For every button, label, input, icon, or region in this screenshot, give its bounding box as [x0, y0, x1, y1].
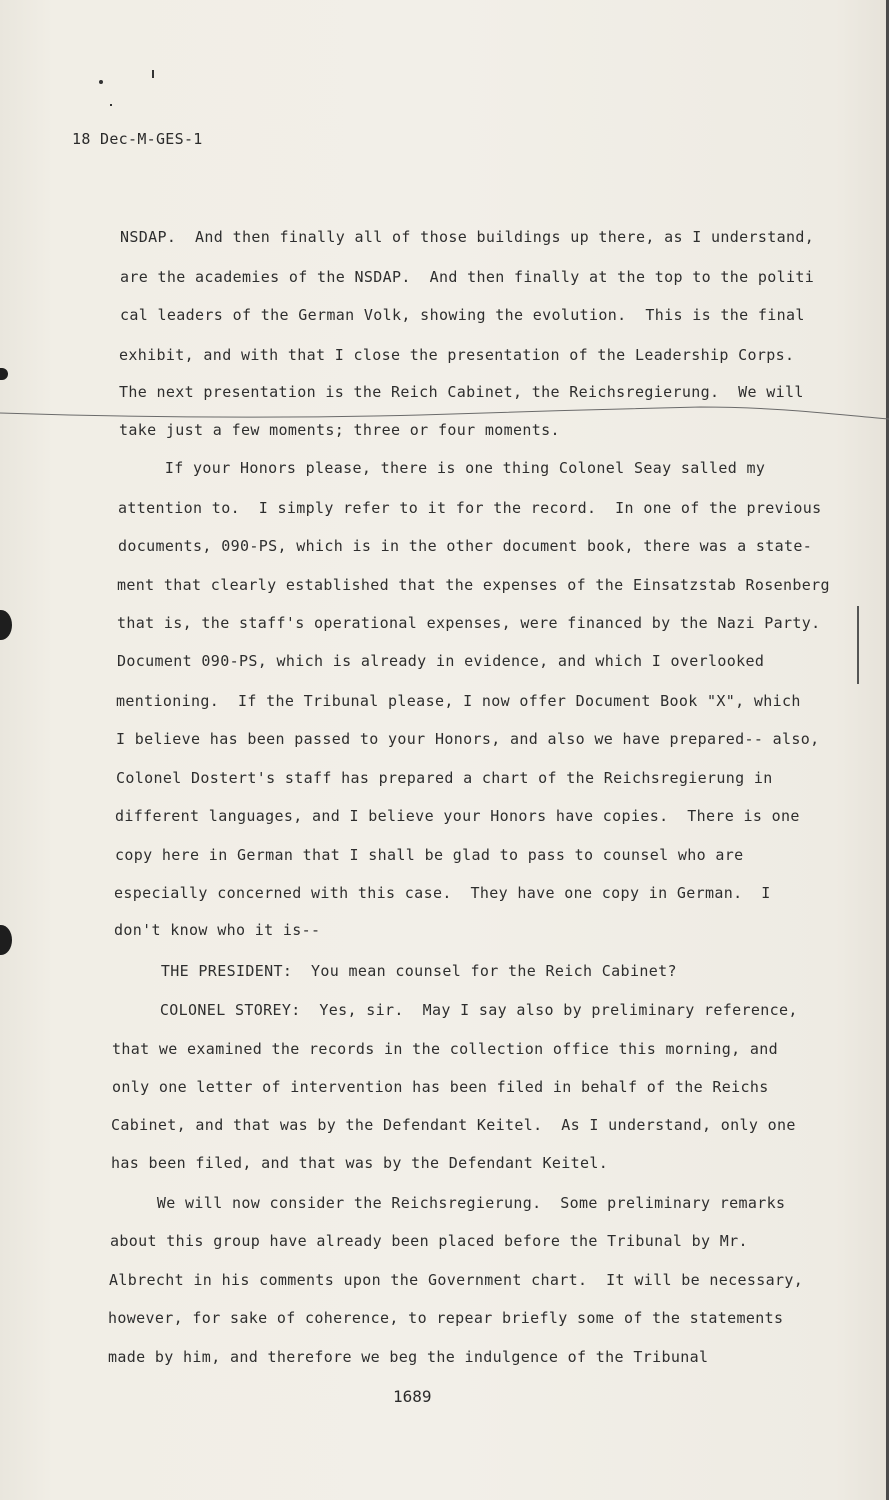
text-line: Albrecht in his comments upon the Government chart. It will be necessary,	[109, 1271, 804, 1289]
text-line: about this group have already been placed before the Tribunal by Mr.	[110, 1232, 748, 1250]
text-line: especially concerned with this case. They have one copy in German. I	[114, 884, 771, 902]
text-line: Colonel Dostert's staff has prepared a chart of the Reichsregierung in	[116, 769, 773, 787]
text-line: only one letter of intervention has been filed in behalf of the Reichs	[112, 1078, 769, 1096]
text-line: THE PRESIDENT: You mean counsel for the Reich Cabinet?	[114, 962, 677, 980]
text-line: that is, the staff's operational expenses, were financed by the Nazi Party.	[117, 614, 821, 632]
text-line: Cabinet, and that was by the Defendant Keitel. As I understand, only one	[111, 1116, 796, 1134]
binder-hole	[0, 925, 12, 955]
text-line: I believe has been passed to your Honors, and also we have prepared-- also,	[116, 730, 820, 748]
text-line: cal leaders of the German Volk, showing the evolution. This is the final	[120, 306, 805, 324]
text-line: COLONEL STOREY: Yes, sir. May I say also by preliminary reference,	[113, 1001, 798, 1019]
document-header-code: 18 Dec-M-GES-1	[72, 130, 203, 148]
text-line: Document 090-PS, which is already in evidence, and which I overlooked	[117, 652, 765, 670]
page-number: 1689	[393, 1387, 432, 1406]
ink-speck	[152, 70, 154, 78]
text-line: don't know who it is--	[114, 921, 321, 939]
text-line: The next presentation is the Reich Cabinet, the Reichsregierung. We will	[119, 383, 804, 401]
text-line: take just a few moments; three or four moments.	[119, 421, 560, 439]
text-line: different languages, and I believe your Honors have copies. There is one	[115, 807, 800, 825]
text-line: ment that clearly established that the expenses of the Einsatzstab Rosenberg	[117, 576, 830, 594]
text-line: however, for sake of coherence, to repear briefly some of the statements	[108, 1309, 784, 1327]
text-line: has been filed, and that was by the Defendant Keitel.	[111, 1154, 609, 1172]
binder-mark	[0, 368, 8, 380]
binder-hole	[0, 610, 12, 640]
text-line: are the academies of the NSDAP. And then finally at the top to the politi	[120, 268, 815, 286]
text-line: that we examined the records in the collection office this morning, and	[112, 1040, 779, 1058]
ink-speck	[110, 104, 112, 106]
text-line: exhibit, and with that I close the presentation of the Leadership Corps.	[119, 346, 795, 364]
margin-mark	[857, 606, 859, 684]
text-line: copy here in German that I shall be glad to pass to counsel who are	[115, 846, 744, 864]
text-line: We will now consider the Reichsregierung. Some preliminary remarks	[110, 1194, 786, 1212]
text-line: made by him, and therefore we beg the indulgence of the Tribunal	[108, 1348, 709, 1366]
text-line: documents, 090-PS, which is in the other document book, there was a state-	[118, 537, 813, 555]
text-line: mentioning. If the Tribunal please, I now offer Document Book "X", which	[116, 692, 801, 710]
text-line: If your Honors please, there is one thing Colonel Seay salled my	[118, 459, 766, 477]
text-line: NSDAP. And then finally all of those buildings up there, as I understand,	[120, 228, 815, 246]
ink-speck	[99, 80, 103, 84]
text-line: attention to. I simply refer to it for the record. In one of the previous	[118, 499, 822, 517]
